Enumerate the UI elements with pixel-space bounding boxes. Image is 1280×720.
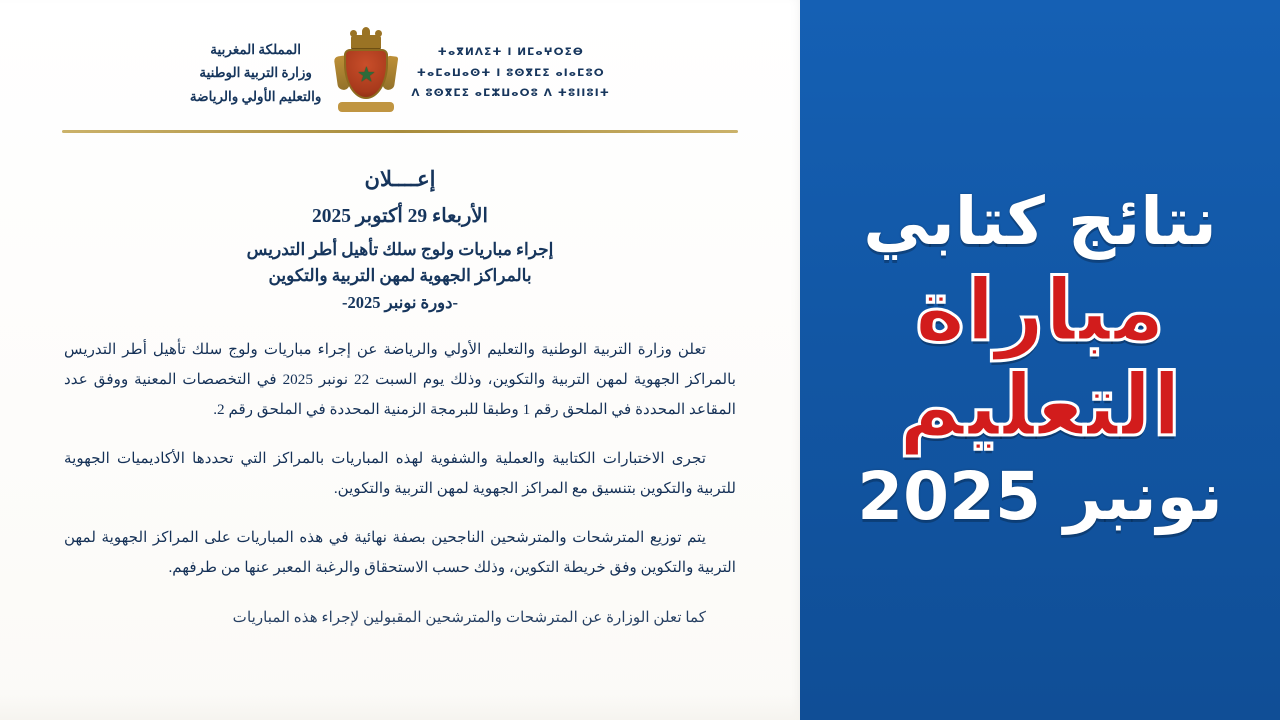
banner-line-1: نتائج كتابي	[863, 182, 1217, 260]
shield-shape	[344, 49, 388, 99]
ministry-tifinagh-line-3: ⴷ ⵓⵙⴳⵎⵉ ⴰⵎⵣⵡⴰⵔⵓ ⴷ ⵜⵓⵏⵏⵓⵏⵜ	[411, 87, 611, 100]
banner-line-3: التعليم	[898, 356, 1182, 456]
ministry-tifinagh-line-1: ⵜⴰⴳⵍⴷⵉⵜ ⵏ ⵍⵎⴰⵖⵔⵉⴱ	[437, 46, 584, 59]
document-paragraph-4: كما تعلن الوزارة عن المترشحات والمترشحين المقبولين لإجراء هذه المباريات	[232, 608, 706, 626]
announcement-title-line-2: بالمراكز الجهوية لمهن التربية والتكوين	[268, 266, 532, 286]
announcement-title-line-3: -دورة نونبر 2025-	[342, 292, 458, 312]
announcement-heading: إعــــلان	[364, 167, 436, 191]
ribbon-shape	[338, 102, 394, 112]
title-banner	[800, 0, 1280, 720]
page-bottom-fade	[0, 694, 800, 720]
ministry-name-tifinagh	[411, 42, 610, 103]
morocco-coat-of-arms-icon	[335, 34, 397, 112]
ministry-arabic-line-3: والتعليم الأولي والرياضة	[189, 88, 322, 104]
announcement-title-line-1: إجراء مباريات ولوج سلك تأهيل أطر التدريس	[246, 240, 554, 259]
pentagram-star-icon: ★	[357, 62, 376, 87]
document-header	[0, 0, 800, 120]
crown-shape	[351, 35, 381, 48]
ministry-arabic-line-1: المملكة المغربية	[210, 42, 302, 58]
document-paragraph-2: تجرى الاختبارات الكتابية والعملية والشفوية لهذه المباريات بالمراكز التي تحددها الأكاديميات الجهوية للتربية والتكوين بتنسيق مع المراكز الجهوية لمهن التربية والتكوين.	[64, 450, 736, 497]
banner-line-2: مباراة	[914, 260, 1166, 361]
announcement-date: الأربعاء 29 أكتوبر 2025	[312, 206, 488, 227]
ministry-tifinagh-line-2: ⵜⴰⵎⴰⵡⴰⵙⵜ ⵏ ⵓⵙⴳⵎⵉ ⴰⵏⴰⵎⵓⵔ	[416, 66, 605, 79]
document-body	[0, 133, 800, 631]
banner-line-4: نونبر 2025	[857, 458, 1223, 536]
ministry-name-arabic	[190, 38, 322, 108]
document-paragraph-3: يتم توزيع المترشحات والمترشحين الناجحين بصفة نهائية في هذه المباريات على المراكز الجهوية لمهن التربية والتكوين وفق خريطة التكوين، وذلك حسب الاستحقاق والرغبة المعبر عنها من طرفهم.	[64, 529, 736, 577]
document-paragraph-1: تعلن وزارة التربية الوطنية والتعليم الأولي والرياضة عن إجراء مباريات ولوج سلك تأهيل أطر التدريس بالمراكز الجهوية لمهن التربية والتكوين، وذلك يوم السبت 22 نونبر 2025 في التخصصات المعنية ووفق عدد المقاعد المحددة في الملحق رقم 1 وطبقا للبرمجة الزمنية المحددة في الملحق رقم 2.	[64, 341, 737, 418]
ministry-arabic-line-2: وزارة التربية الوطنية	[199, 65, 312, 81]
